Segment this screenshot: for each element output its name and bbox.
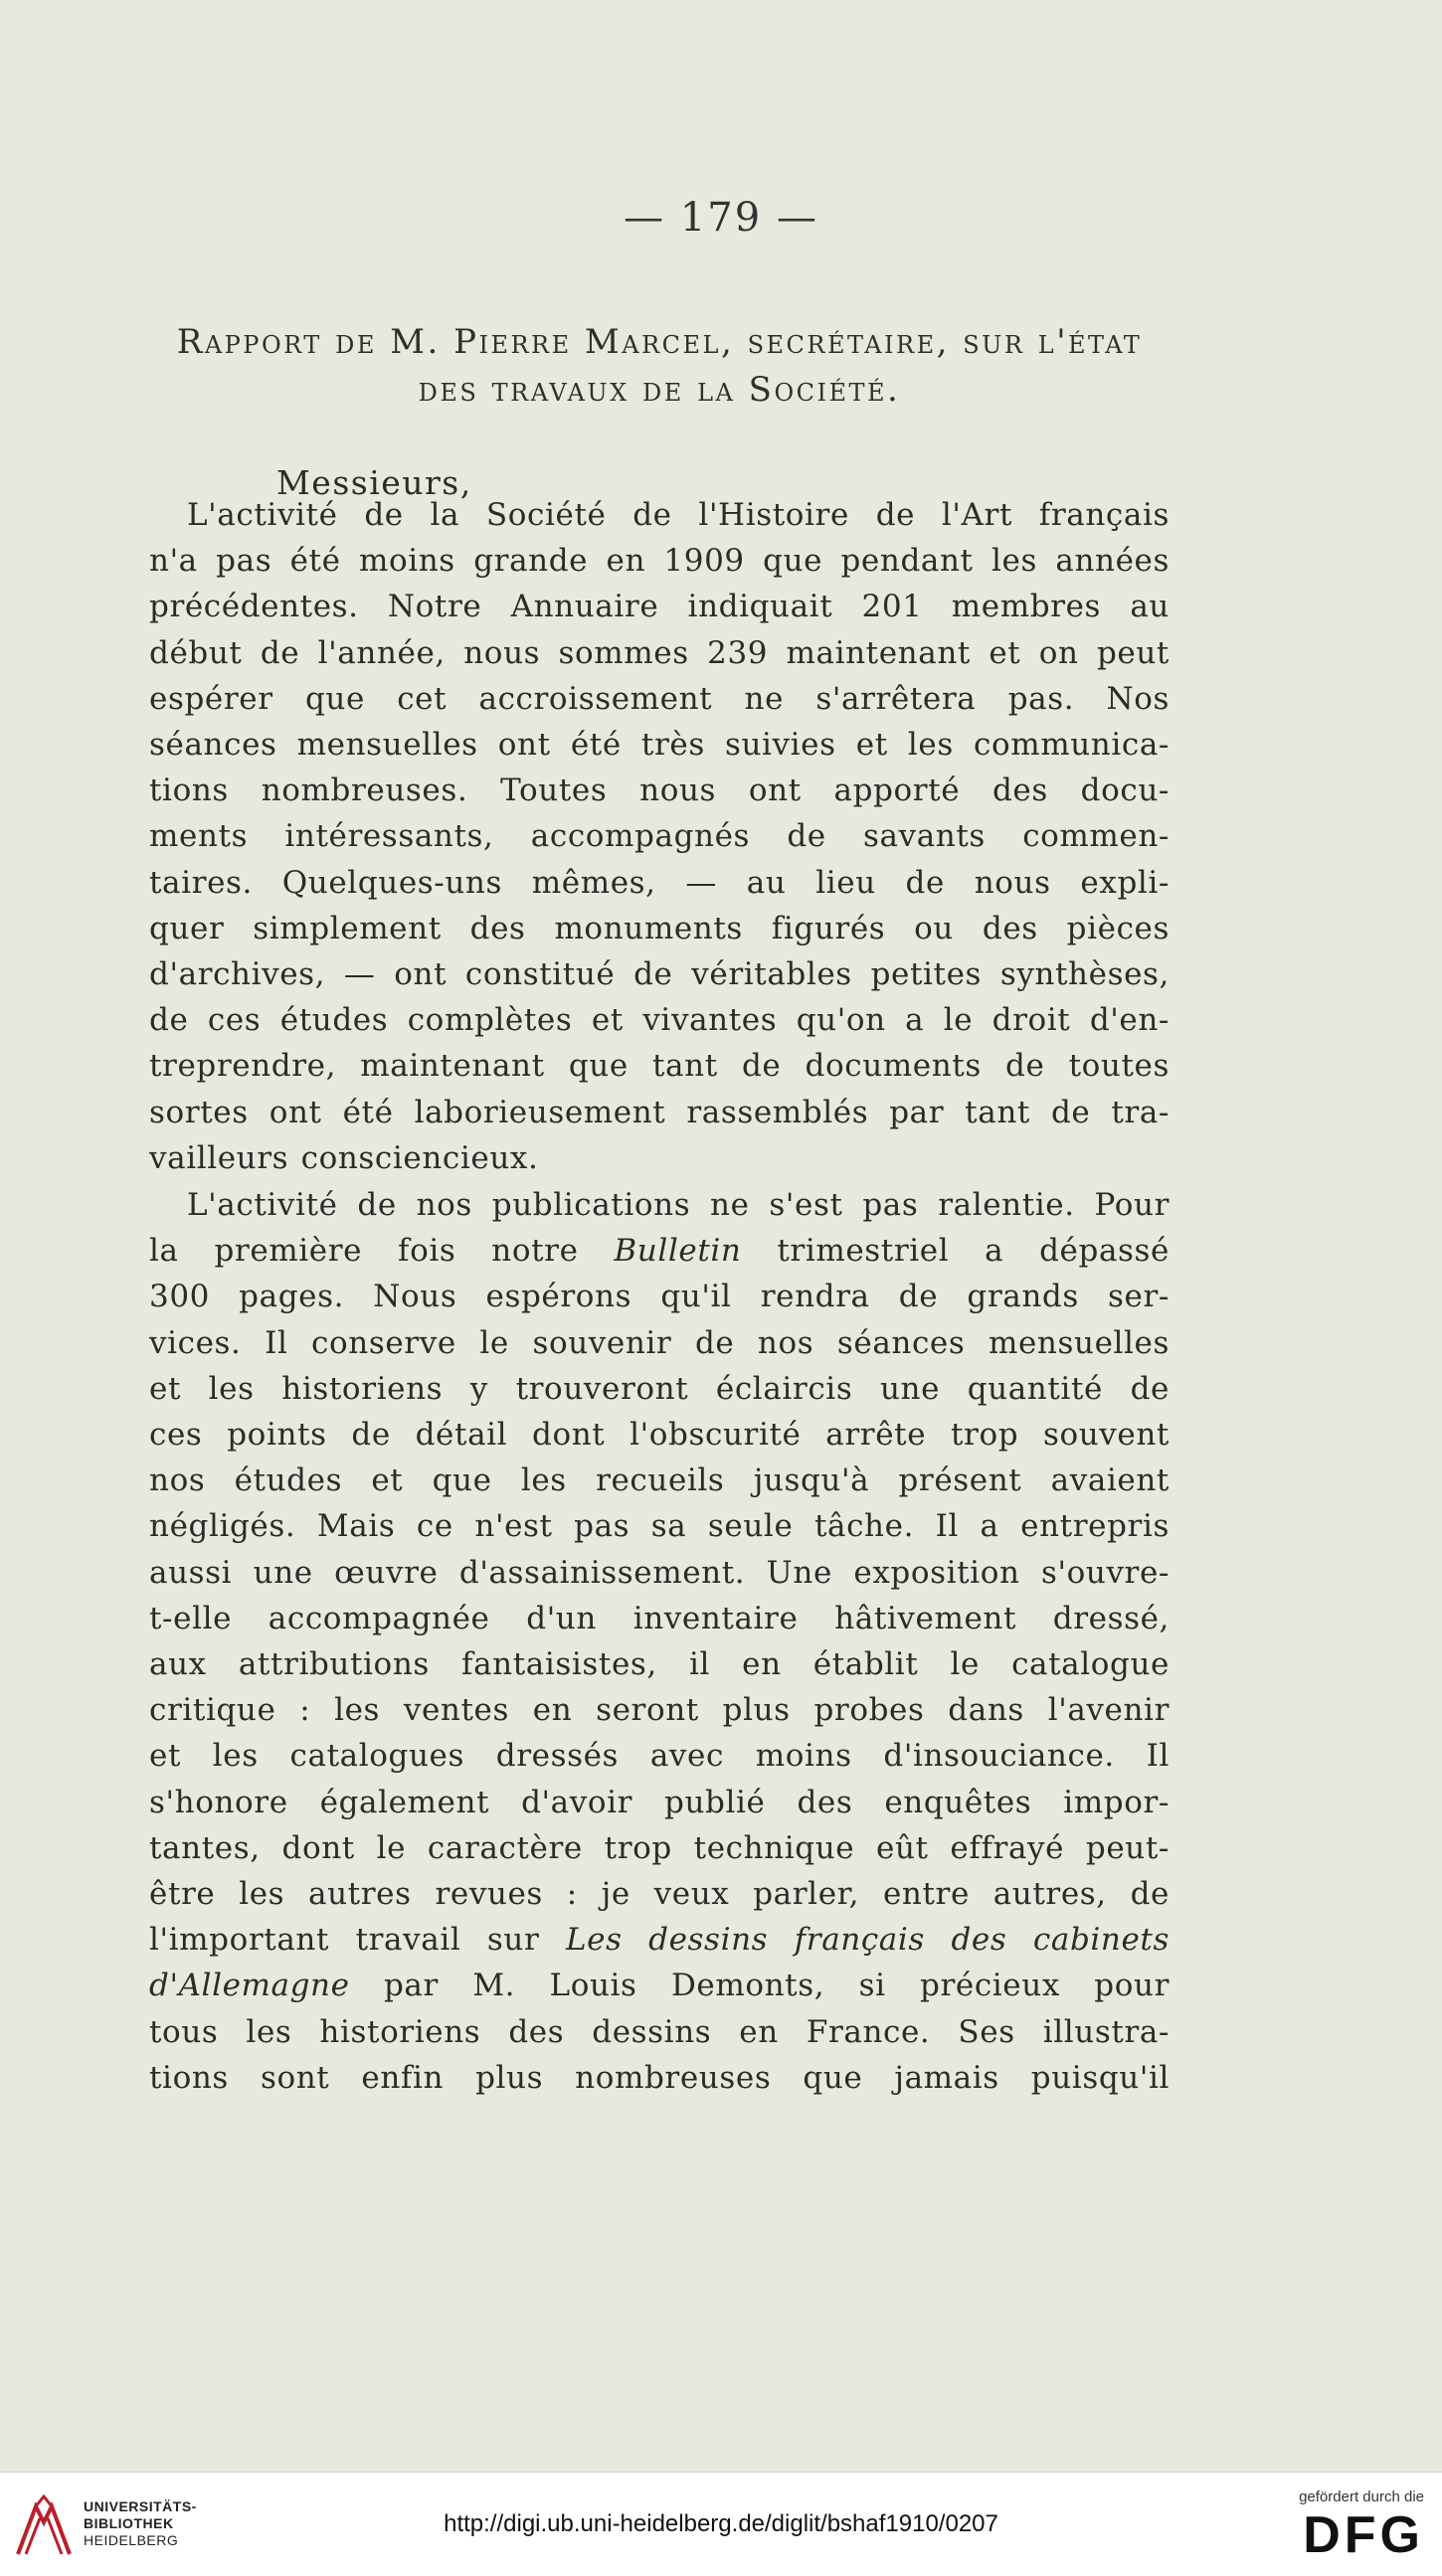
text-line: et les catalogues dressés avec moins d'insouciance. Il bbox=[149, 1738, 1170, 1775]
text-line: 300 pages. Nous espérons qu'il rendra de grands ser- bbox=[149, 1279, 1170, 1315]
funded-by-label: gefördert durch die bbox=[1299, 2489, 1424, 2505]
text-line: tions nombreuses. Toutes nous ont apporté des docu- bbox=[149, 773, 1170, 809]
text-line: début de l'année, nous sommes 239 maintenant et on peut bbox=[149, 634, 1170, 671]
text-line: de ces études complètes et vivantes qu'on a le droit d'en- bbox=[149, 1002, 1170, 1039]
paragraph-2 bbox=[149, 1182, 1170, 2101]
text-line: d'archives, — ont constitué de véritables petites synthèses, bbox=[149, 956, 1170, 993]
work-title: d'Allemagne bbox=[149, 1968, 350, 2004]
text-line: tantes, dont le caractère trop technique eût effrayé peut- bbox=[149, 1829, 1170, 1866]
text-line: et les historiens y trouveront éclaircis une quantité de bbox=[149, 1370, 1170, 1407]
funder-block bbox=[1255, 2489, 1424, 2565]
text-line: treprendre, maintenant que tant de documents de toutes bbox=[149, 1048, 1170, 1085]
paragraph-1 bbox=[149, 492, 1170, 1181]
text-line: taires. Quelques-uns mêmes, — au lieu de nous expli- bbox=[149, 864, 1170, 901]
text-line: L'activité de nos publications ne s'est pas ralentie. Pour bbox=[187, 1187, 1170, 1223]
text-line: négligés. Mais ce n'est pas sa seule tâche. Il a entrepris bbox=[149, 1508, 1170, 1545]
work-title: Les dessins français des cabinets bbox=[565, 1922, 1170, 1959]
text-line: t-elle accompagnée d'un inventaire hâtivement dressé, bbox=[149, 1600, 1170, 1636]
text-line: s'honore également d'avoir publié des enquêtes impor- bbox=[149, 1784, 1170, 1820]
text-line: aussi une œuvre d'assainissement. Une exposition s'ouvre- bbox=[149, 1554, 1170, 1591]
text-segment: trimestriel a dépassé bbox=[741, 1233, 1170, 1270]
library-name-line: BIBLIOTHEK bbox=[84, 2515, 174, 2531]
text-line: critique : les ventes en seront plus probes dans l'avenir bbox=[149, 1692, 1170, 1729]
bulletin-title: Bulletin bbox=[614, 1233, 742, 1270]
text-line: vailleurs consciencieux. bbox=[149, 1139, 539, 1176]
text-line bbox=[149, 1963, 1170, 2008]
text-line: aux attributions fantaisistes, il en établit le catalogue bbox=[149, 1646, 1170, 1683]
page-number: — 179 — bbox=[624, 195, 818, 241]
text-line bbox=[149, 1228, 1170, 1274]
text-line: n'a pas été moins grande en 1909 que pendant les années bbox=[149, 543, 1170, 580]
text-line: L'activité de la Société de l'Histoire de l'Art français bbox=[187, 497, 1170, 533]
text-line: vices. Il conserve le souvenir de nos séances mensuelles bbox=[149, 1324, 1170, 1361]
text-line: quer simplement des monuments figurés ou des pièces bbox=[149, 910, 1170, 946]
library-name-line: HEIDELBERG bbox=[84, 2532, 179, 2548]
dfg-logo: DFG bbox=[1303, 2506, 1424, 2564]
digitization-footer bbox=[0, 2472, 1442, 2576]
text-segment: par M. Louis Demonts, si précieux pour bbox=[349, 1968, 1170, 2004]
text-line bbox=[149, 1917, 1170, 1963]
text-line: tous les historiens des dessins en France. Ses illustra- bbox=[149, 2013, 1170, 2050]
text-line: séances mensuelles ont été très suivies et les communica- bbox=[149, 727, 1170, 764]
report-heading bbox=[149, 318, 1170, 414]
permalink-url[interactable]: http://digi.ub.uni-heidelberg.de/diglit/bshaf1910/0207 bbox=[444, 2510, 998, 2537]
text-line: espérer que cet accroissement ne s'arrêtera pas. Nos bbox=[149, 680, 1170, 717]
heading-line-1: Rapport de M. Pierre Marcel, secrétaire, sur l'état bbox=[176, 322, 1143, 362]
text-line: nos études et que les recueils jusqu'à présent avaient bbox=[149, 1462, 1170, 1499]
text-line: ments intéressants, accompagnés de savants commen- bbox=[149, 818, 1170, 855]
text-segment: l'important travail sur bbox=[149, 1922, 566, 1959]
text-line: précédentes. Notre Annuaire indiquait 201 membres au bbox=[149, 589, 1170, 625]
salutation: Messieurs, bbox=[276, 463, 472, 502]
heading-line-2: des travaux de la Société. bbox=[418, 370, 901, 410]
text-segment: la première fois notre bbox=[149, 1233, 615, 1270]
text-line: sortes ont été laborieusement rassemblés par tant de tra- bbox=[149, 1094, 1170, 1130]
text-line: tions sont enfin plus nombreuses que jamais puisqu'il bbox=[149, 2059, 1170, 2096]
library-name-line: UNIVERSITÄTS- bbox=[84, 2498, 197, 2514]
text-line: ces points de détail dont l'obscurité arrête trop souvent bbox=[149, 1417, 1170, 1454]
text-line: être les autres revues : je veux parler, entre autres, de bbox=[149, 1876, 1170, 1913]
